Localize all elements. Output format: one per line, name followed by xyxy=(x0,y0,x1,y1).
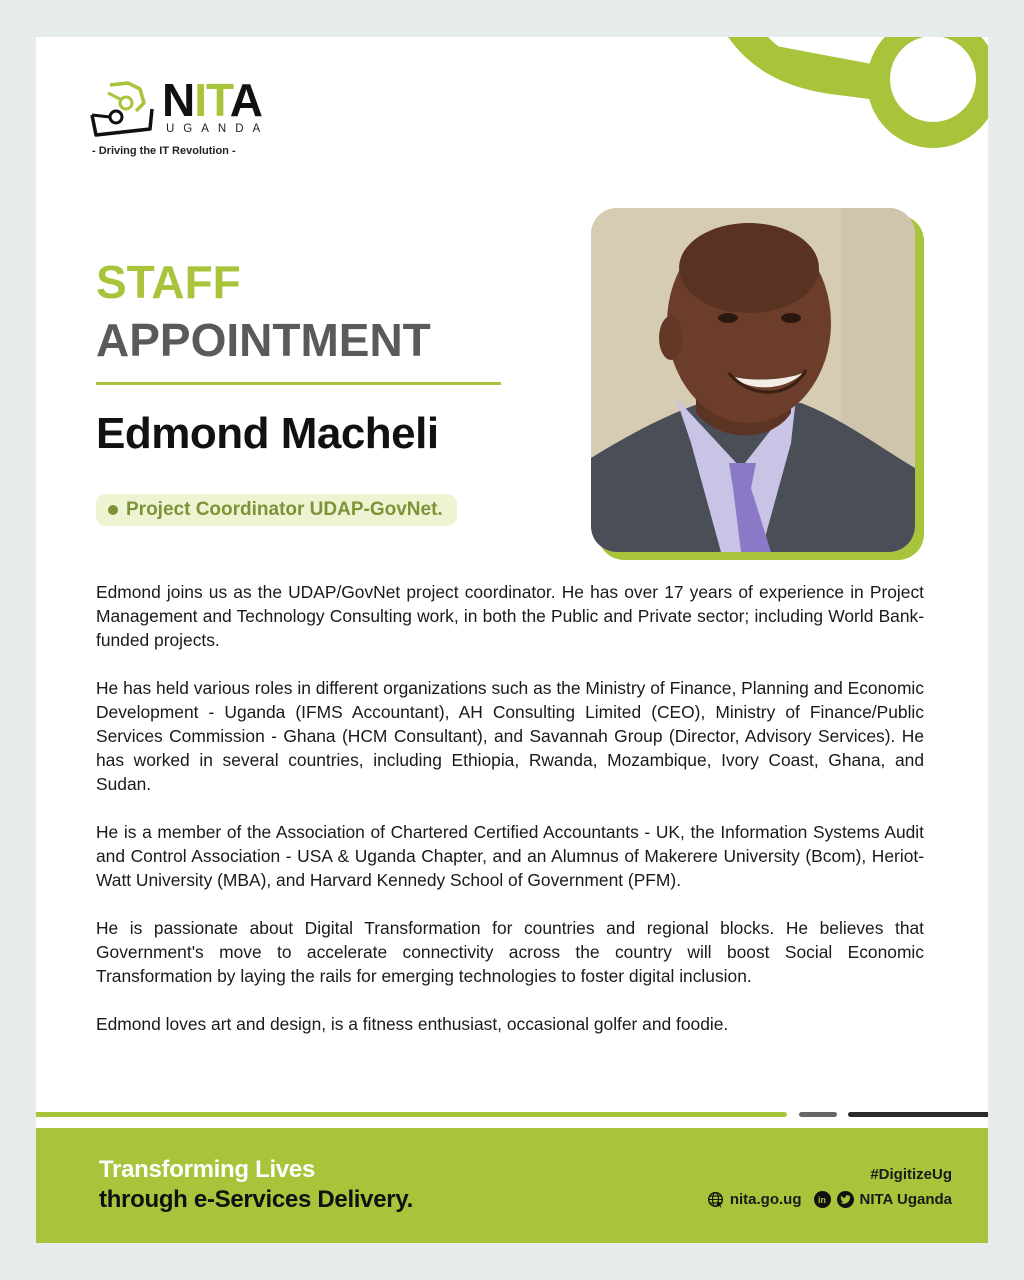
hashtag: #DigitizeUg xyxy=(870,1166,952,1183)
staff-appointment-card xyxy=(36,37,988,1243)
twitter-icon[interactable] xyxy=(837,1191,854,1208)
globe-icon xyxy=(707,1191,724,1208)
biography xyxy=(96,580,924,1060)
website-link[interactable]: nita.go.ug xyxy=(729,1191,802,1208)
role-badge xyxy=(96,494,457,526)
bio-paragraph: Edmond joins us as the UDAP/GovNet project coordinator. He has over 17 years of experience in Project Management and Technology Consulting work, in both the Public and Private sector; including World Bank-funded projects. xyxy=(96,582,924,650)
heading-appointment: APPOINTMENT xyxy=(96,314,431,366)
portrait-illustration xyxy=(591,208,915,552)
bullet-dot-icon xyxy=(108,505,118,515)
footer-contacts xyxy=(707,1191,952,1208)
role-title: Project Coordinator UDAP-GovNet. xyxy=(126,499,443,520)
uganda-map-circuit-icon xyxy=(88,79,158,139)
footer-divider-dark xyxy=(848,1112,988,1117)
bio-paragraph: He has held various roles in different organizations such as the Ministry of Finance, Planning and Economic Development - Uganda (IFMS Accountant), AH Consulting Limited (CEO), Ministry of Finance/Public Services Commission - Ghana (HCM Consultant), and Savannah Group (Director, Advisory Services). He has worked in several countries, including Ethiopia, Rwanda, Mozambique, Ivory Coast, Ghana, and Sudan. xyxy=(96,678,924,794)
decorative-swoosh xyxy=(728,37,988,177)
bio-paragraph: He is passionate about Digital Transformation for countries and regional blocks. He believes that Government's move to accelerate connectivity across the country will boost Social Economic Transformation by laying the rails for emerging technologies to foster digital inclusion. xyxy=(96,918,924,986)
social-handle[interactable]: NITA Uganda xyxy=(859,1191,952,1208)
logo-wordmark: NITA xyxy=(162,74,262,126)
logo-tagline: - Driving the IT Revolution - xyxy=(92,145,236,157)
bio-paragraph: He is a member of the Association of Chartered Certified Accountants - UK, the Information Systems Audit and Control Association - USA & Uganda Chapter, and an Alumnus of Makerere University (Bcom), Heriot-Watt University (MBA), and Harvard Kennedy School of Government (PFM). xyxy=(96,822,924,890)
heading-staff: STAFF xyxy=(96,256,241,308)
heading-divider xyxy=(96,382,501,385)
footer-band xyxy=(36,1128,988,1243)
portrait-photo xyxy=(591,208,915,552)
linkedin-icon[interactable]: in xyxy=(814,1191,831,1208)
appointee-name: Edmond Macheli xyxy=(96,409,439,458)
bio-paragraph: Edmond loves art and design, is a fitness enthusiast, occasional golfer and foodie. xyxy=(96,1014,729,1034)
slogan-line-2: through e-Services Delivery. xyxy=(99,1186,413,1213)
logo-subtitle: UGANDA xyxy=(166,123,270,135)
footer-divider-green xyxy=(36,1112,787,1117)
footer-divider-grey xyxy=(799,1112,837,1117)
nita-uganda-logo xyxy=(88,74,298,167)
slogan-line-1: Transforming Lives xyxy=(99,1156,315,1183)
